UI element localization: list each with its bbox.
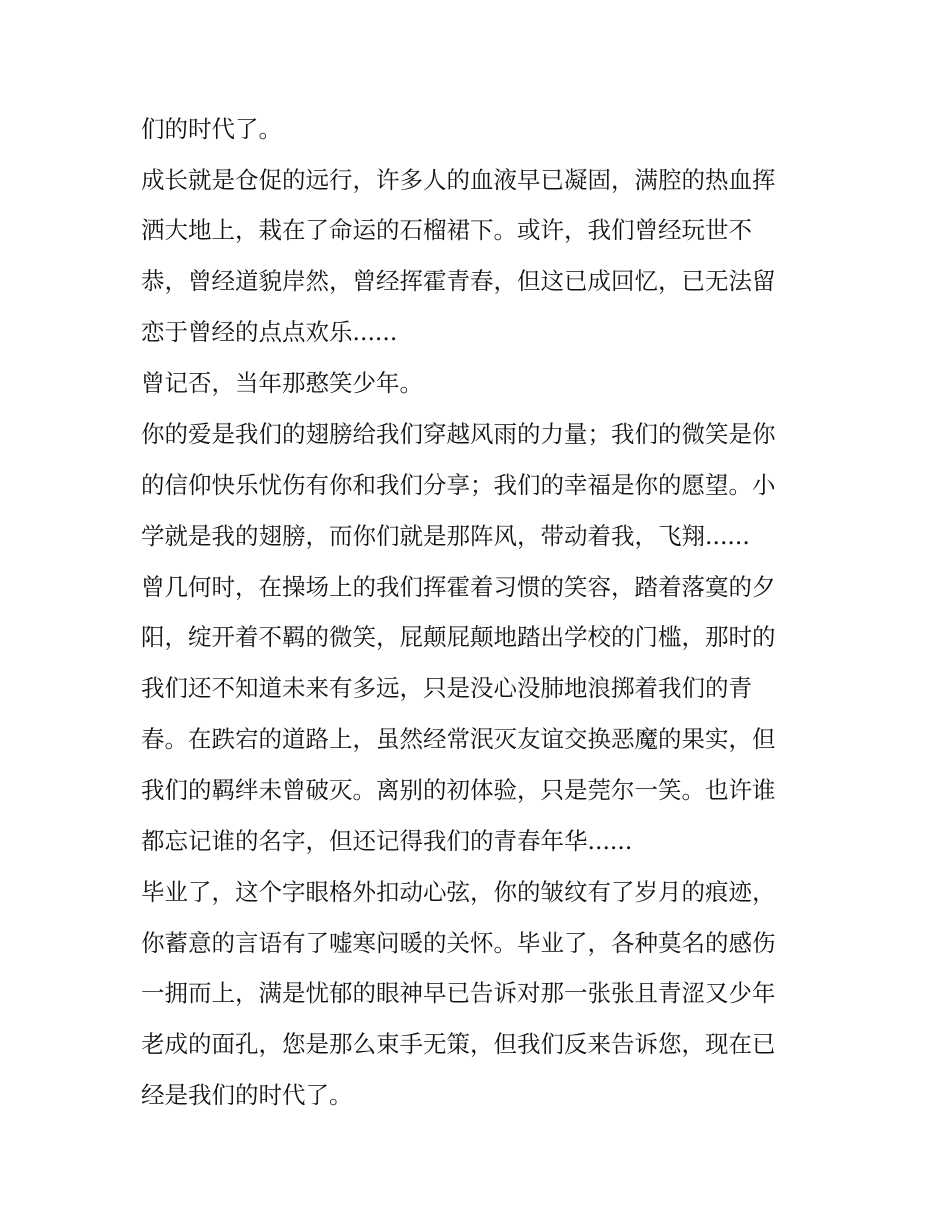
text-line: 阳，绽开着不羁的微笑，屁颠屁颠地踏出学校的门槛，那时的 xyxy=(141,623,776,651)
text-line: 恭，曾经道貌岸然，曾经挥霍青春，但这已成回忆，已无法留 xyxy=(141,267,776,295)
text-line: 曾记否，当年那憨笑少年。 xyxy=(141,369,423,397)
text-line: 们的时代了。 xyxy=(141,115,282,143)
text-line: 老成的面孔，您是那么束手无策，但我们反来告诉您，现在已 xyxy=(141,1030,776,1058)
text-line: 我们的羁绊未曾破灭。离别的初体验，只是莞尔一笑。也许谁 xyxy=(141,776,776,804)
text-line: 你的爱是我们的翅膀给我们穿越风雨的力量；我们的微笑是你 xyxy=(141,420,776,448)
text-line: 我们还不知道未来有多远，只是没心没肺地浪掷着我们的青 xyxy=(141,674,752,702)
text-line: 曾几何时，在操场上的我们挥霍着习惯的笑容，踏着落寞的夕 xyxy=(141,573,776,601)
text-line: 一拥而上，满是忧郁的眼神早已告诉对那一张张且青涩又少年 xyxy=(141,979,776,1007)
text-line: 你蓄意的言语有了嘘寒问暖的关怀。毕业了，各种莫名的感伤 xyxy=(141,929,776,957)
text-line: 学就是我的翅膀，而你们就是那阵风，带动着我，飞翔...... xyxy=(141,522,750,550)
text-line: 洒大地上，栽在了命运的石榴裙下。或许，我们曾经玩世不 xyxy=(141,216,752,244)
text-line: 春。在跌宕的道路上，虽然经常泯灭友谊交换恶魔的果实，但 xyxy=(141,725,776,753)
text-line: 成长就是仓促的远行，许多人的血液早已凝固，满腔的热血挥 xyxy=(141,166,776,194)
text-line: 的信仰快乐忧伤有你和我们分享；我们的幸福是你的愿望。小 xyxy=(141,471,776,499)
text-line: 恋于曾经的点点欢乐...... xyxy=(141,318,398,346)
text-line: 经是我们的时代了。 xyxy=(141,1081,353,1109)
text-line: 都忘记谁的名字，但还记得我们的青春年华...... xyxy=(141,827,633,855)
text-line: 毕业了，这个字眼格外扣动心弦，你的皱纹有了岁月的痕迹， xyxy=(141,878,776,906)
